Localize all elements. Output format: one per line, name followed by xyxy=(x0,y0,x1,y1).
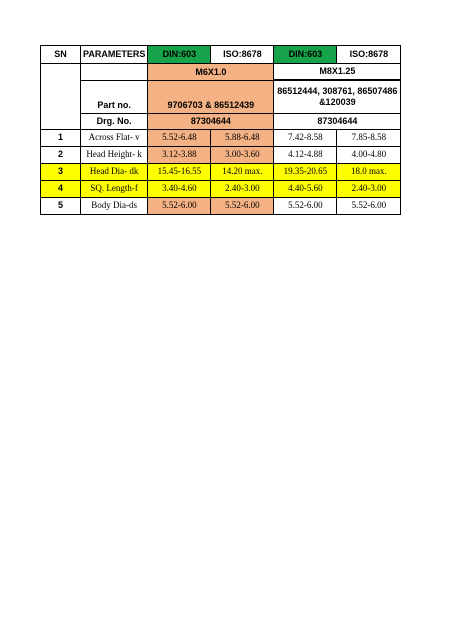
table-row xyxy=(41,129,401,146)
row-din-m6: 3.40-4.60 xyxy=(148,180,211,197)
header-din603-m8: DIN:603 xyxy=(274,46,337,64)
drg-row xyxy=(41,113,401,129)
size-row xyxy=(41,64,401,81)
row-iso-m6: 5.88-6.48 xyxy=(211,129,274,146)
row-iso-m8: 18.0 max. xyxy=(337,163,401,180)
size-m6: M6X1.0 xyxy=(148,64,274,81)
row-din-m8: 4.12-4.88 xyxy=(274,146,337,163)
row-sn: 1 xyxy=(41,129,81,146)
row-din-m8: 5.52-6.00 xyxy=(274,197,337,214)
table-row xyxy=(41,180,401,197)
row-din-m8: 7.42-8.58 xyxy=(274,129,337,146)
row-param: Across Flat- v xyxy=(81,129,148,146)
row-din-m6: 5.52-6.48 xyxy=(148,129,211,146)
row-param: SQ. Length-f xyxy=(81,180,148,197)
header-row xyxy=(41,46,401,64)
row-din-m6: 15.45-16.55 xyxy=(148,163,211,180)
header-din603-m6: DIN:603 xyxy=(148,46,211,64)
header-parameters: PARAMETERS xyxy=(81,46,148,64)
row-din-m6: 5.52-6.00 xyxy=(148,197,211,214)
row-din-m6: 3.12-3.88 xyxy=(148,146,211,163)
drg-label: Drg. No. xyxy=(81,113,148,129)
row-param: Head Height- k xyxy=(81,146,148,163)
part-label: Part no. xyxy=(81,80,148,113)
drg-m6: 87304644 xyxy=(148,113,274,129)
part-m6: 9706703 & 86512439 xyxy=(148,80,274,113)
row-iso-m8: 7.85-8.58 xyxy=(337,129,401,146)
row-param: Head Dia- dk xyxy=(81,163,148,180)
row-sn: 2 xyxy=(41,146,81,163)
row-din-m8: 19.35-20.65 xyxy=(274,163,337,180)
header-iso8678-m8: ISO:8678 xyxy=(337,46,401,64)
row-iso-m6: 14.20 max. xyxy=(211,163,274,180)
row-iso-m8: 2.40-3.00 xyxy=(337,180,401,197)
param-blank xyxy=(81,64,148,81)
part-m8: 86512444, 308761, 86507486 &120039 xyxy=(274,80,401,113)
row-sn: 4 xyxy=(41,180,81,197)
part-row xyxy=(41,80,401,113)
row-din-m8: 4.40-5.60 xyxy=(274,180,337,197)
row-iso-m6: 3.00-3.60 xyxy=(211,146,274,163)
row-iso-m8: 4.00-4.80 xyxy=(337,146,401,163)
table-row xyxy=(41,163,401,180)
table-row xyxy=(41,197,401,214)
row-param: Body Dia-ds xyxy=(81,197,148,214)
header-iso8678-m6: ISO:8678 xyxy=(211,46,274,64)
row-iso-m6: 2.40-3.00 xyxy=(211,180,274,197)
sn-blank xyxy=(41,64,81,130)
drg-m8: 87304644 xyxy=(274,113,401,129)
row-iso-m8: 5.52-6.00 xyxy=(337,197,401,214)
parameters-table xyxy=(40,45,401,215)
row-iso-m6: 5.52-6.00 xyxy=(211,197,274,214)
size-m8: M8X1.25 xyxy=(274,64,401,81)
table-row xyxy=(41,146,401,163)
row-sn: 3 xyxy=(41,163,81,180)
row-sn: 5 xyxy=(41,197,81,214)
header-sn: SN xyxy=(41,46,81,64)
